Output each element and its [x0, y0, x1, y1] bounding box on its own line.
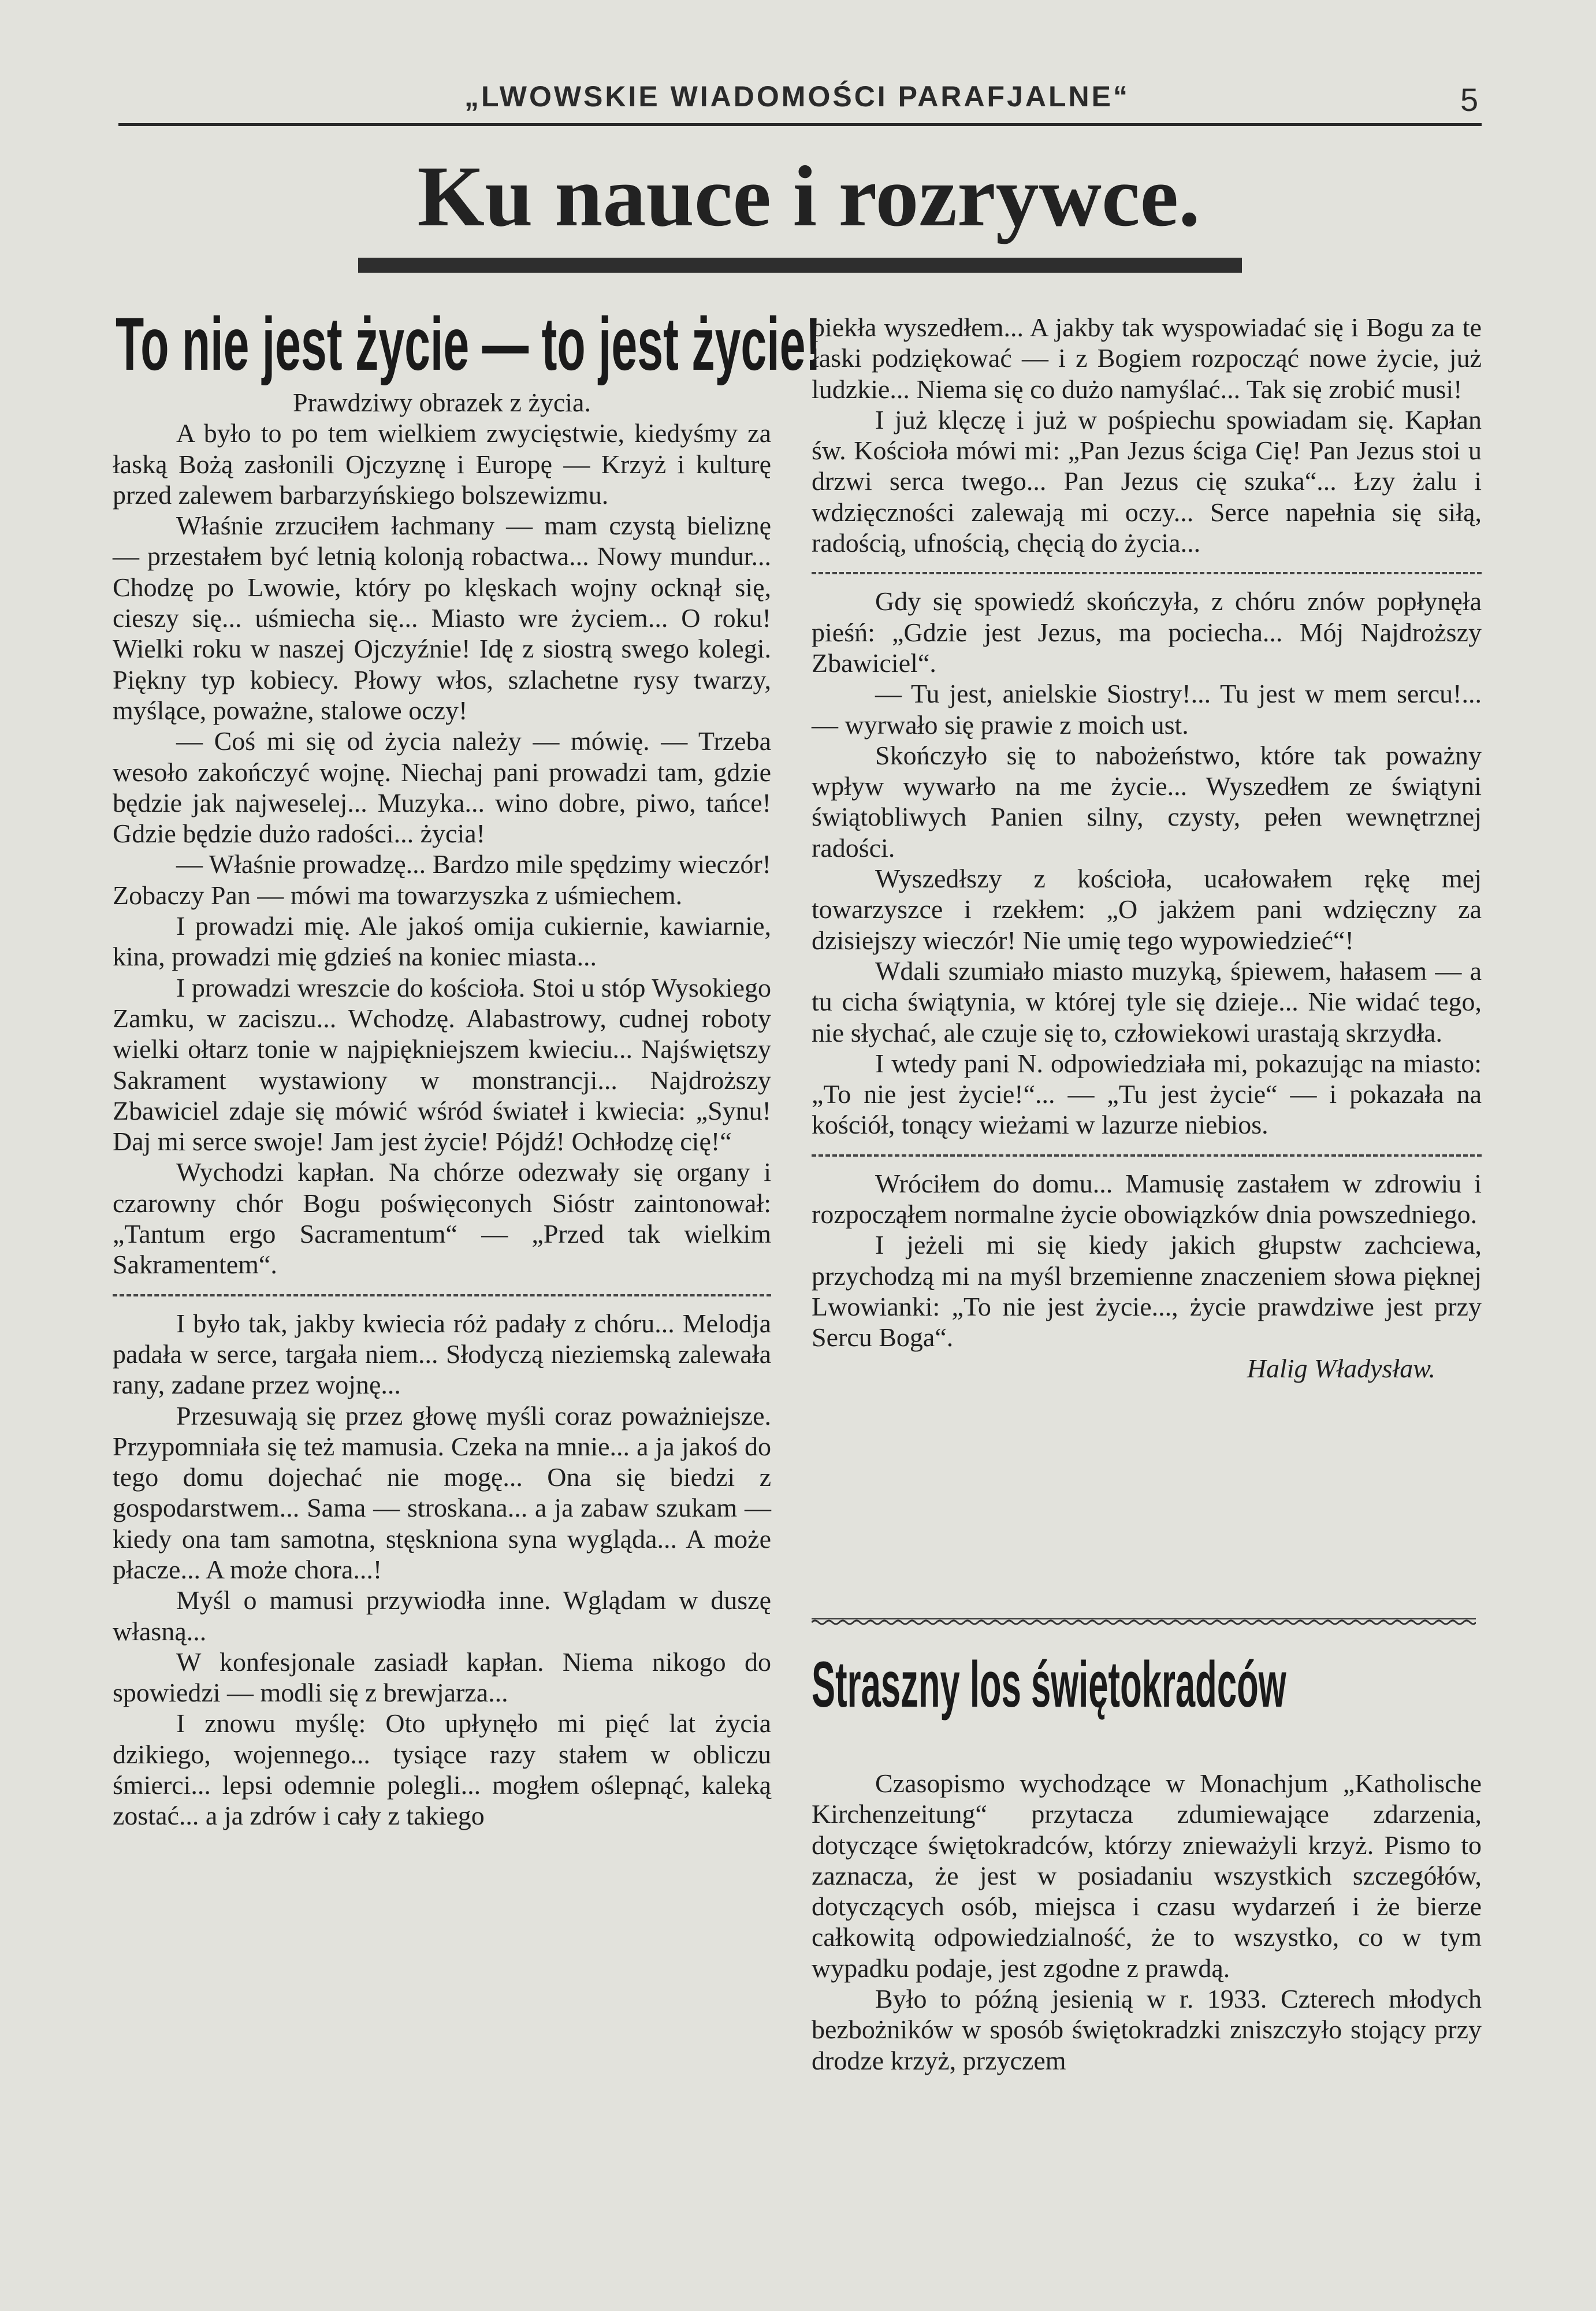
page-number: 5 [1460, 81, 1479, 118]
right-column-bottom [812, 1768, 1482, 2076]
article2-title: Straszny los świętokradców [812, 1648, 1286, 1721]
dashed-separator [812, 572, 1482, 574]
section-title: Ku nauce i rozrywce. [417, 148, 1200, 244]
paragraph: I wtedy pani N. odpowiedziała mi, pokazując na miasto: „To nie jest życie!“... — „Tu jest życie“ — i pokazała na kościół, tonący wieżami w lazurze niebios. [812, 1048, 1482, 1140]
article1-signature: Halig Władysław. [1247, 1353, 1435, 1383]
paragraph: I jeżeli mi się kiedy jakich głupstw zachciewa, przychodzą mi na myśl brzemienne znaczeniem słowa pięknej Lwowianki: „To nie jest życie..., życie prawdziwe jest przy Sercu Boga“. [812, 1230, 1482, 1353]
paragraph: — Tu jest, anielskie Siostry!... Tu jest w mem sercu!... — wyrwało się prawie z moich ust. [812, 679, 1482, 740]
paragraph: Wychodzi kapłan. Na chórze odezwały się organy i czarowny chór Bogu poświęconych Sióstr zaintonował: „Tantum ergo Sacramentum“ — „Przed tak wielkim Sakramentem“. [113, 1157, 771, 1280]
paragraph: Wyszedłszy z kościoła, ucałowałem rękę mej towarzyszce i rzekłem: „O jakżem pani wdzięczny za dzisiejszy wieczór! Nie umię tego wypowiedzieć“! [812, 864, 1482, 955]
paragraph: I znowu myślę: Oto upłynęło mi pięć lat życia dzikiego, wojennego... tysiące razy stałem w obliczu śmierci... lepsi odemnie polegli... mogłem oślepnąć, kaleką zostać... a ja zdrów i cały z takiego [113, 1708, 771, 1831]
paragraph: Wdali szumiało miasto muzyką, śpiewem, hałasem — a tu cicha świątynia, w której tyle się dzieje... Nie widać tego, nie słychać, ale czuje się to, człowiekowi urastają skrzydła. [812, 956, 1482, 1047]
paragraph: piekła wyszedłem... A jakby tak wyspowiadać się i Bogu za te łaski podziękować — i z Bogiem rozpocząć nowe życie, już ludzkie... Niema się co dużo namyślać... Tak się zrobić musi! [812, 313, 1482, 404]
paragraph: Gdy się spowiedź skończyła, z chóru znów popłynęła pieśń: „Gdzie jest Jezus, ma pociecha... Mój Najdroższy Zbawiciel“. [812, 586, 1482, 678]
header-rule [118, 123, 1482, 126]
ornament-divider [812, 1618, 1476, 1626]
title-underline-bar [358, 258, 1242, 273]
paragraph: Było to późną jesienią w r. 1933. Czterech młodych bezbożników w sposób świętokradzki zniszczyło stojący przy drodze krzyż, przyczem [812, 1984, 1482, 2075]
right-column-top [812, 312, 1482, 1384]
paragraph: I już klęczę i już w pośpiechu spowiadam się. Kapłan św. Kościoła mówi mi: „Pan Jezus ściga Cię! Pan Jezus stoi u drzwi serca twego... Pan Jezus cię szuka“... Łzy żalu i wdzięczności zalewają mi oczy... Serce napełnia się siłą, radością, ufnością, chęcią do życia... [812, 404, 1482, 558]
paragraph: — Coś mi się od życia należy — mówię. — Trzeba wesoło zakończyć wojnę. Niechaj pani prowadzi tam, gdzie będzie jak najweselej... Muzyka... wino dobre, piwo, tańce! Gdzie będzie dużo radości... życia! [113, 726, 771, 849]
paragraph: Wróciłem do domu... Mamusię zastałem w zdrowiu i rozpocząłem normalne życie obowiązków dnia powszedniego. [812, 1168, 1482, 1229]
article1-subtitle: Prawdziwy obrazek z życia. [293, 388, 591, 417]
dashed-separator [812, 1154, 1482, 1157]
paragraph: W konfesjonale zasiadł kapłan. Niema nikogo do spowiedzi — modli się z brewjarza... [113, 1647, 771, 1708]
paragraph: Czasopismo wychodzące w Monachjum „Katholische Kirchenzeitung“ przytacza zdumiewające zdarzenia, dotyczące świętokradców, którzy znieważyli krzyż. Pismo to zaznacza, że jest w posiadaniu wszystkich szczegółów, dotyczących osób, miejsca i czasu wydarzeń i że bierze całkowitą odpowiedzialność, że to wszystko, co w tym wypadku podaje, jest zgodne z prawdą. [812, 1768, 1482, 1983]
paragraph: Przesuwają się przez głowę myśli coraz poważniejsze. Przypomniała się też mamusia. Czeka na mnie... a ja jakoś do tego domu dojechać nie mogę... Ona się biedzi z gospodarstwem... Sama — stroskana... a ja zabaw szukam — kiedy ona tam samotna, stęskniona syna wygląda... A może płacze... A może chora...! [113, 1400, 771, 1584]
paragraph: I prowadzi wreszcie do kościoła. Stoi u stóp Wysokiego Zamku, w zaciszu... Wchodzę. Alabastrowy, cudnej roboty wielki ołtarz tonie w najpiękniejszem kwieciu... Najświętszy Sakrament wystawiony w monstrancji... Najdroższy Zbawiciel zdaje się mówić wśród świateł i kwiecia: „Synu! Daj mi serce swoje! Jam jest życie! Pójdź! Ochłodzę cię!“ [113, 972, 771, 1157]
paragraph: I prowadzi mię. Ale jakoś omija cukiernie, kawiarnie, kina, prowadzi mię gdzieś na koniec miasta... [113, 911, 771, 972]
paragraph: Skończyło się to nabożeństwo, które tak poważny wpływ wywarło na me życie... Wyszedłem ze świątyni świątobliwych Panien silny, czysty, pełen wewnętrznej radości. [812, 740, 1482, 863]
article1-title: To nie jest życie — to jest życie! [116, 302, 821, 386]
running-head: „LWOWSKIE WIADOMOŚCI PARAFJALNE“ [464, 80, 1130, 113]
paragraph: Myśl o mamusi przywiodła inne. Wglądam w duszę własną... [113, 1585, 771, 1646]
left-column [113, 387, 771, 1831]
paragraph: I było tak, jakby kwiecia róż padały z chóru... Melodja padała w serce, targała niem... Słodyczą nieziemską zalewała rany, zadane przez wojnę... [113, 1308, 771, 1400]
dashed-separator [113, 1294, 771, 1296]
paragraph: — Właśnie prowadzę... Bardzo mile spędzimy wieczór! Zobaczy Pan — mówi ma towarzyszka z uśmiechem. [113, 849, 771, 910]
paragraph: Właśnie zrzuciłem łachmany — mam czystą bieliznę — przestałem być letnią kolonją robactwa... Nowy mundur... Chodzę po Lwowie, który po klęskach wojny ocknął się, cieszy się... uśmiecha się... Miasto wre życiem... O roku! Wielki roku w naszej Ojczyźnie! Idę z siostrą swego kolegi. Piękny typ kobiecy. Płowy włos, szlachetne rysy twarzy, myślące, poważne, stalowe oczy! [113, 511, 771, 725]
paragraph: A było to po tem wielkiem zwycięstwie, kiedyśmy za łaską Bożą zasłonili Ojczyznę i Europę — Krzyż i kulturę przed zalewem barbarzyńskiego bolszewizmu. [113, 418, 771, 510]
